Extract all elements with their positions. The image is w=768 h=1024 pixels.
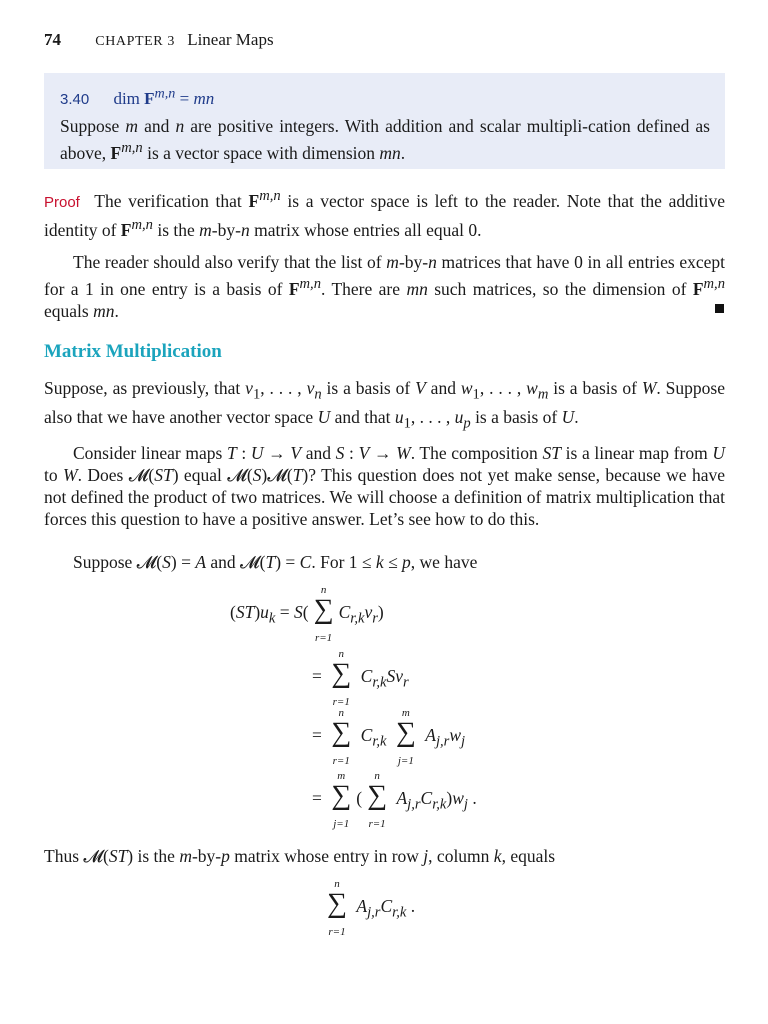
body-paragraph-1: Suppose, as previously, that $v_1$, . . . , $v_n$ is a basis of V and $w_1$, . . . , $w_m$ is a basis of W. Suppose also that we have another vector space U and that $u_1$, . . . , $u_p$ is a basis of U. [44, 378, 725, 431]
theorem-heading [60, 85, 214, 109]
body-paragraph-4: Thus 𝓜(ST) is the m-by-p matrix whose entry in row j, column k, equals [44, 846, 556, 866]
page-header [44, 30, 274, 50]
sum-icon: n ∑ r=1 [313, 584, 334, 644]
sum-icon: m ∑ j=1 [395, 707, 416, 767]
section-title: Matrix Multiplication [44, 341, 222, 362]
theorem-body: Suppose m and n are positive integers. With addition and scalar multipli-cation defined as above, F$^{m,n}$ is a vector space with dimension mn. [60, 116, 710, 163]
theorem-title: dim F$^{m,n}$ = mn [113, 85, 215, 108]
sum-icon: n ∑ r=1 [331, 707, 352, 767]
equation-line-2: = n ∑ r=1 $C_{r,k}Sv_r$ [312, 648, 409, 708]
body-paragraph-2: Consider linear maps T : U → V and S : V → W. The composition ST is a linear map from U to W. Does 𝓜(ST) equal 𝓜(S)𝓜(T)? This question does not yet make sense, because we have not defined the product of two matrices. We will choose a definition of matrix multiplication that forces this question to have a positive answer. Let’s see how to do this. [44, 443, 725, 529]
equation-line-1: $(ST)u_k = S$( n ∑ r=1 $C_{r,k}v_r$) [230, 584, 384, 644]
page-number: 74 [44, 30, 61, 49]
equation-final: n ∑ r=1 $A_{j,r}C_{r,k}$ . [322, 878, 415, 938]
proof-paragraph-1: Proof The verification that F$^{m,n}$ is a vector space is left to the reader. Note that the additive identity of F$^{m,n}$ is the m-by-n matrix whose entries all equal 0. [44, 188, 725, 240]
sum-icon: n ∑ r=1 [327, 878, 347, 938]
sum-icon: n ∑ r=1 [367, 770, 388, 830]
equation-line-4: = m ∑ j=1 ( n ∑ r=1 $A_{j,r}C_{r,k})w_j$ . [312, 770, 477, 830]
chapter-label: CHAPTER 3 [95, 34, 175, 49]
theorem-box [44, 73, 725, 169]
chapter-title: Linear Maps [187, 30, 274, 49]
sum-icon: n ∑ r=1 [331, 648, 352, 708]
qed-square-icon [715, 304, 724, 313]
equation-line-3: = n ∑ r=1 $C_{r,k}$ m ∑ j=1 $A_{j,r}w_j$ [312, 707, 466, 767]
proof-label: Proof [44, 193, 80, 211]
sum-icon: m ∑ j=1 [331, 770, 352, 830]
proof-paragraph-2: The reader should also verify that the list of m-by-n matrices that have 0 in all entries except for a 1 in one entry is a basis of F$^{m,n}$. There are mn such matrices, so the dimension of F$^{m,n}$ equals mn. [44, 252, 726, 321]
body-paragraph-3: Suppose 𝓜(S) = A and 𝓜(T) = C. For 1 ≤ k ≤ p, we have [73, 552, 478, 572]
theorem-number: 3.40 [60, 90, 90, 108]
